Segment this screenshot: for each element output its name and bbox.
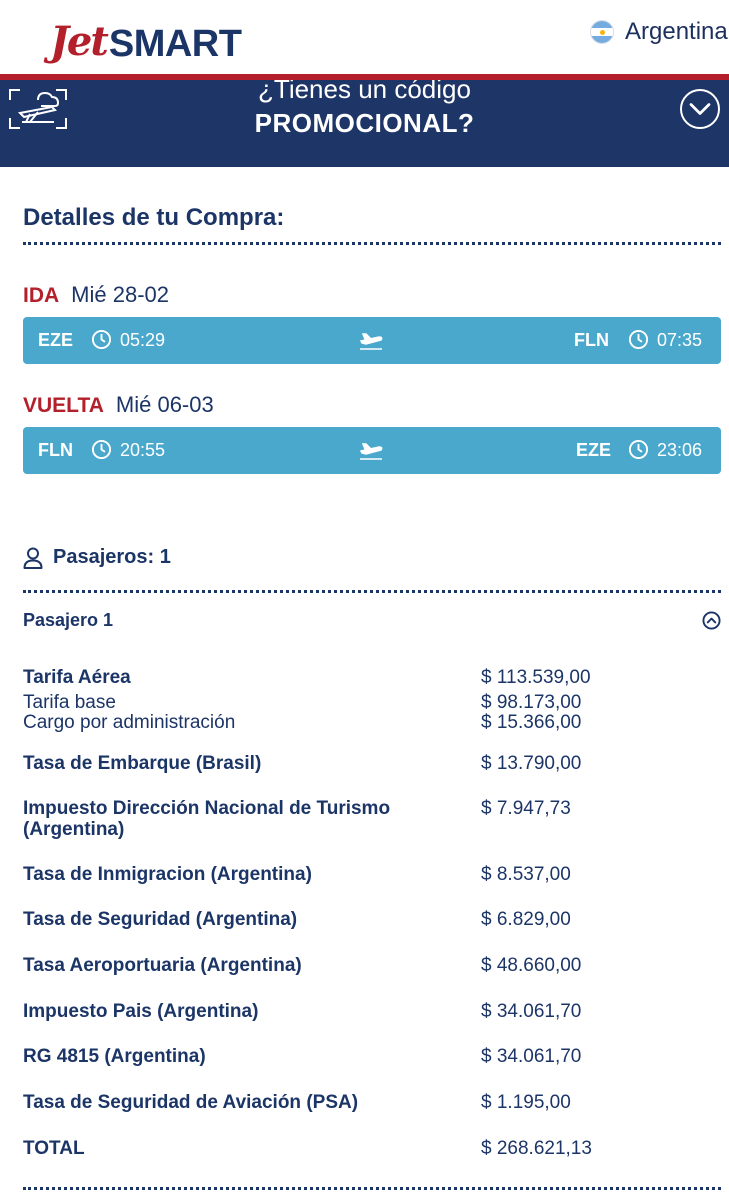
argentina-flag-icon <box>590 20 614 44</box>
plane-departure-icon <box>358 328 384 352</box>
chevron-down-circle-icon[interactable] <box>680 89 720 129</box>
total-amount: $ 268.621,13 <box>481 1138 592 1159</box>
purchase-details-title: Detalles de tu Compra: <box>23 204 285 231</box>
dotted-divider <box>23 1187 721 1190</box>
charge-label: Tasa de Seguridad de Aviación (PSA) <box>23 1092 359 1113</box>
charge-amount: $ 1.195,00 <box>481 1092 571 1113</box>
leg-type: VUELTA <box>23 394 104 417</box>
charge-amount: $ 113.539,00 <box>481 667 591 688</box>
charge-amount: $ 7.947,73 <box>481 798 571 819</box>
country-selector[interactable] <box>590 18 728 46</box>
dotted-divider <box>23 590 721 593</box>
clock-icon <box>91 439 112 460</box>
country-label: Argentina <box>625 18 728 45</box>
charge-label: Tasa de Seguridad (Argentina) <box>23 909 298 930</box>
clock-icon <box>628 329 649 350</box>
passengers-header <box>23 546 171 569</box>
promo-code-banner[interactable] <box>0 74 729 167</box>
arrival-time: 23:06 <box>657 440 703 460</box>
user-icon <box>23 547 43 569</box>
charge-amount: $ 48.660,00 <box>481 955 582 976</box>
charge-label: Impuesto Dirección Nacional de Turismo (Argentina) <box>23 798 391 840</box>
dotted-divider <box>23 242 721 245</box>
plane-departure-icon <box>358 438 384 462</box>
promo-subtitle: PROMOCIONAL? <box>254 108 475 138</box>
logo-prefix: Jet <box>50 18 107 65</box>
charge-amount: $ 13.790,00 <box>481 753 582 774</box>
return-leg-header <box>23 392 214 418</box>
leg-date: Mié 06-03 <box>115 392 214 417</box>
clock-icon <box>91 329 112 350</box>
departure-time: 05:29 <box>120 330 166 350</box>
charge-amount: $ 34.061,70 <box>481 1046 582 1067</box>
charge-label: Tasa de Embarque (Brasil) <box>23 753 262 774</box>
charge-amount: $ 15.366,00 <box>481 712 582 733</box>
charge-amount: $ 34.061,70 <box>481 1001 582 1022</box>
departure-time: 20:55 <box>120 440 166 460</box>
charge-label: Tarifa Aérea <box>23 667 131 688</box>
leg-date: Mié 28-02 <box>71 282 170 307</box>
total-label: TOTAL <box>23 1138 85 1159</box>
clock-icon <box>628 439 649 460</box>
origin-airport: FLN <box>38 440 73 460</box>
charge-amount: $ 6.829,00 <box>481 909 571 930</box>
arrival-time: 07:35 <box>657 330 703 350</box>
charge-amount: $ 98.173,00 <box>481 692 582 713</box>
logo-suffix: SMART <box>108 23 242 65</box>
chevron-up-circle-icon[interactable] <box>702 611 721 630</box>
leg-type: IDA <box>23 284 60 307</box>
top-bar <box>0 0 729 74</box>
passengers-count: Pasajeros: 1 <box>53 546 171 568</box>
charge-label: Tarifa base <box>23 692 116 713</box>
passenger-1-label[interactable]: Pasajero 1 <box>23 610 114 630</box>
return-flight-bar <box>23 427 721 474</box>
charge-label: RG 4815 (Argentina) <box>23 1046 206 1067</box>
charge-label: Cargo por administración <box>23 712 236 733</box>
promo-title: ¿Tienes un código <box>258 74 471 104</box>
outbound-flight-bar <box>23 317 721 364</box>
jetsmart-logo[interactable] <box>50 10 242 65</box>
charge-amount: $ 8.537,00 <box>481 864 571 885</box>
origin-airport: EZE <box>38 330 74 350</box>
charge-label: Tasa de Inmigracion (Argentina) <box>23 864 312 885</box>
charge-label: Tasa Aeroportuaria (Argentina) <box>23 955 302 976</box>
destination-airport: FLN <box>574 330 609 350</box>
outbound-leg-header <box>23 282 169 308</box>
charge-label: Impuesto Pais (Argentina) <box>23 1001 259 1022</box>
destination-airport: EZE <box>576 440 612 460</box>
